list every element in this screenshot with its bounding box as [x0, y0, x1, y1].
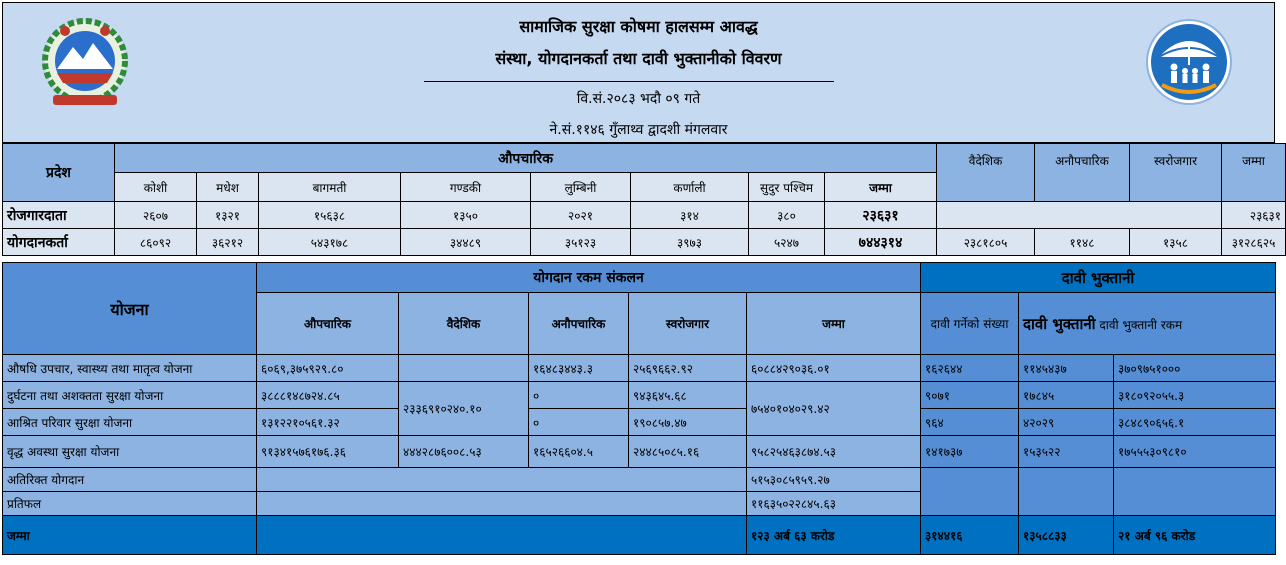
report-subtitle: संस्था, योगदानकर्ता तथा दावी भुक्तानीको विवरण	[495, 49, 782, 68]
table-cell: १७८४५	[1019, 382, 1114, 409]
table-cell: ३७०९७५१०००	[1114, 355, 1276, 382]
table-cell: ११४८	[1035, 229, 1130, 256]
self-employed-header: स्वरोजगार	[1130, 144, 1222, 202]
grand-total-label: जम्मा	[3, 516, 257, 555]
foreign-header: वैदेशिक	[937, 144, 1035, 202]
scheme-contribution-claims-table	[2, 262, 1276, 555]
table-row	[3, 202, 1286, 229]
table-cell: ४४४२८७६००८.५३	[399, 436, 529, 468]
table-cell: १३१२२१०५६१.३२	[257, 409, 399, 436]
table-cell: ३८४८९०६५६.१	[1114, 409, 1276, 436]
grand-total-row	[3, 516, 1276, 555]
grand-total-paid-count: १३५८८३३	[1019, 516, 1114, 555]
grand-total-header: जम्मा	[1222, 144, 1286, 202]
table-cell: ९६४	[921, 409, 1019, 436]
table-cell	[257, 492, 747, 516]
table-cell: ३५१२३	[531, 229, 631, 256]
scheme-name: आश्रित परिवार सुरक्षा योजना	[3, 409, 257, 436]
table-row	[3, 382, 1276, 409]
table-cell-total: ७४४३१४	[825, 229, 937, 256]
table-cell: १६५२६६०४.५	[529, 436, 629, 468]
table-cell: १९०८५७.४७	[629, 409, 747, 436]
title-divider	[424, 81, 834, 82]
contribution-header: योगदान रकम संकलन	[257, 263, 921, 293]
scheme-name: अतिरिक्त योगदान	[3, 468, 257, 492]
table-cell	[937, 202, 1222, 229]
province-header: मधेश	[197, 173, 259, 202]
col-paid-amount-header	[1019, 293, 1276, 355]
table-cell: २६०७	[115, 202, 197, 229]
table-cell: २३८१८०५	[937, 229, 1035, 256]
table-cell: १५६३८	[259, 202, 401, 229]
table-cell: ६०६९,३७५९२९.८०	[257, 355, 399, 382]
col-formal: औपचारिक	[257, 293, 399, 355]
table-cell: ८६०९२	[115, 229, 197, 256]
table-cell: ५१५३०८५९५९.२७	[747, 468, 921, 492]
col-paid-rest: दावी भुक्तानी रकम	[1099, 317, 1183, 332]
table-cell: ४२०२९	[1019, 409, 1114, 436]
registration-summary-table	[2, 143, 1286, 256]
province-total-header: जम्मा	[825, 173, 937, 202]
table-cell: ०	[529, 409, 629, 436]
table-cell	[257, 468, 747, 492]
table-cell: १४१७३७	[921, 436, 1019, 468]
table-cell	[257, 516, 747, 555]
table-cell: १३५०	[401, 202, 531, 229]
table-cell: ११४५४३७	[1019, 355, 1114, 382]
table-cell: २०२१	[531, 202, 631, 229]
table-cell: ०	[529, 382, 629, 409]
scheme-name: वृद्ध अवस्था सुरक्षा योजना	[3, 436, 257, 468]
table-cell: ३९७३	[631, 229, 749, 256]
table-cell: ९०७१	[921, 382, 1019, 409]
table-cell: ९५८२५४६३८७४.५३	[747, 436, 921, 468]
col-total: जम्मा	[747, 293, 921, 355]
table-cell: ११६३५०२२८४५.६३	[747, 492, 921, 516]
claims-header: दावी भुक्तानी	[921, 263, 1276, 293]
table-row	[3, 436, 1276, 468]
informal-header: अनौपचारिक	[1035, 144, 1130, 202]
col-foreign: वैदेशिक	[399, 293, 529, 355]
date-ns: ने.सं.११४६ गुँलाथ्व द्वादशी मंगलवार	[549, 122, 728, 138]
province-header: कर्णाली	[631, 173, 749, 202]
table-cell: ७५४०१०४०२९.४२	[747, 382, 921, 436]
col-informal: अनौपचारिक	[529, 293, 629, 355]
table-row	[3, 468, 1276, 492]
province-header: सुदुर पश्चिम	[749, 173, 825, 202]
table-cell: ३६२१२	[197, 229, 259, 256]
table-cell: २३३६९१०२४०.१०	[399, 382, 529, 436]
table-cell-total: २३६३१	[825, 202, 937, 229]
province-header: लुम्बिनी	[531, 173, 631, 202]
table-cell: ५२४७	[749, 229, 825, 256]
province-header: गण्डकी	[401, 173, 531, 202]
scheme-name: प्रतिफल	[3, 492, 257, 516]
table-cell: २४४८५०८५.१६	[629, 436, 747, 468]
table-row	[3, 409, 1276, 436]
table-row	[3, 229, 1286, 256]
table-cell: ६०८८४२९०३६.०१	[747, 355, 921, 382]
table-cell: ३१४	[631, 202, 749, 229]
col-self-employed: स्वरोजगार	[629, 293, 747, 355]
table-cell: ५४३१७८	[259, 229, 401, 256]
table-cell-grand-total: २३६३१	[1222, 202, 1286, 229]
table-cell: ३८८८१४८७२४.८५	[257, 382, 399, 409]
table-cell: १७५५५३०९८१०	[1114, 436, 1276, 468]
table-cell: १५३५२२	[1019, 436, 1114, 468]
table-cell: ३८०	[749, 202, 825, 229]
grand-total-contribution: १२३ अर्ब ६३ करोड	[747, 516, 921, 555]
col-claimant-count: दावी गर्नेको संख्या	[921, 293, 1019, 355]
table-cell: १३२१	[197, 202, 259, 229]
table-cell	[399, 355, 529, 382]
table-cell: १३५८	[1130, 229, 1222, 256]
date-bs: वि.सं.२०८३ भदौ ०९ गते	[576, 91, 701, 107]
report-header	[2, 2, 1275, 143]
table-cell	[921, 468, 1019, 516]
table-cell: ३१८०९२०५५.३	[1114, 382, 1276, 409]
table-cell: १६४८३४४३.३	[529, 355, 629, 382]
table-cell: ९४३६४५.६८	[629, 382, 747, 409]
pradesh-header: प्रदेश	[3, 144, 115, 202]
scheme-name: औषधि उपचार, स्वास्थ्य तथा मातृत्व योजना	[3, 355, 257, 382]
scheme-name: दुर्घटना तथा अशक्तता सुरक्षा योजना	[3, 382, 257, 409]
table-cell: २५६९६६२.९२	[629, 355, 747, 382]
col-paid-bold: दावी भुक्तानी	[1023, 314, 1096, 333]
formal-header: औपचारिक	[115, 144, 937, 173]
grand-total-amount: २१ अर्ब ९६ करोड	[1114, 516, 1276, 555]
row-label: योगदानकर्ता	[3, 229, 115, 256]
province-header: कोशी	[115, 173, 197, 202]
table-row	[3, 355, 1276, 382]
row-label: रोजगारदाता	[3, 202, 115, 229]
table-cell: ९१३४१५७६१७६.३६	[257, 436, 399, 468]
province-header: बागमती	[259, 173, 401, 202]
table-cell: १६२६४४	[921, 355, 1019, 382]
table-cell	[1114, 468, 1276, 516]
report-title: सामाजिक सुरक्षा कोषमा हालसम्म आवद्ध	[519, 17, 758, 36]
table-cell	[1019, 468, 1114, 516]
grand-total-claimants: ३१४४१६	[921, 516, 1019, 555]
table-cell: ३४४८९	[401, 229, 531, 256]
scheme-header: योजना	[3, 263, 257, 355]
table-cell-grand-total: ३१२८६२५	[1222, 229, 1286, 256]
